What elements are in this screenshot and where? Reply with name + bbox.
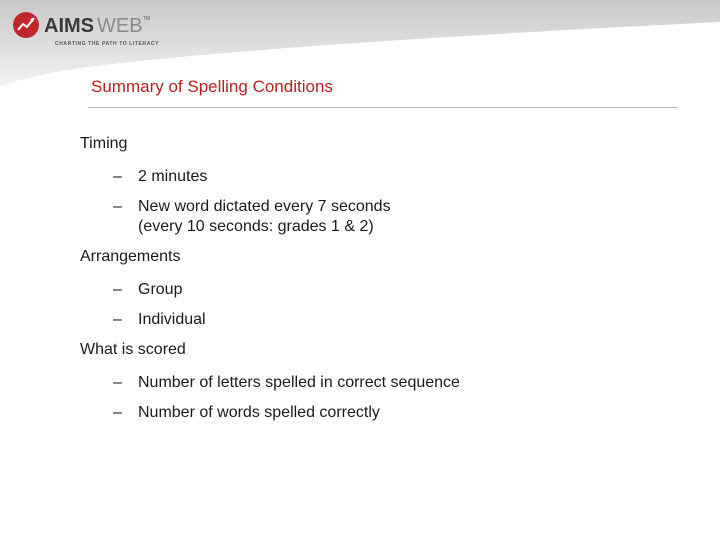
outline-heading: What is scored xyxy=(80,341,186,358)
outline-item-line: Number of words spelled correctly xyxy=(138,404,380,421)
outline-item-line: Group xyxy=(138,281,183,298)
outline-item xyxy=(113,167,680,187)
outline-item-text xyxy=(138,167,207,187)
dash-bullet-icon: – xyxy=(113,281,122,298)
dash-bullet-icon: – xyxy=(113,404,122,421)
aimsweb-logo xyxy=(10,10,160,47)
outline-item-text xyxy=(138,280,182,300)
logo-mark-icon xyxy=(10,10,160,40)
outline-item xyxy=(113,197,680,237)
outline-item-line: 2 minutes xyxy=(138,168,208,185)
outline-item xyxy=(113,373,680,393)
title-divider xyxy=(88,107,678,108)
outline-heading: Arrangements xyxy=(80,248,181,265)
dash-bullet-icon: – xyxy=(113,374,122,391)
outline-item-line: (every 10 seconds: grades 1 & 2) xyxy=(138,218,374,235)
outline-item xyxy=(113,403,680,423)
dash-bullet-icon: – xyxy=(113,198,122,215)
outline-item xyxy=(113,310,680,330)
outline xyxy=(80,134,680,433)
outline-item-line: New word dictated every 7 seconds xyxy=(138,198,391,215)
outline-heading: Timing xyxy=(80,135,128,152)
outline-item-text xyxy=(138,310,206,330)
dash-bullet-icon: – xyxy=(113,168,122,185)
outline-item-line: Individual xyxy=(138,311,206,328)
logo-tagline: CHARTING THE PATH TO LITERACY xyxy=(55,41,160,47)
dash-bullet-icon: – xyxy=(113,311,122,328)
outline-item xyxy=(113,280,680,300)
outline-item-text xyxy=(138,403,380,423)
svg-text:WEB: WEB xyxy=(97,15,143,37)
outline-item-text xyxy=(138,197,391,237)
outline-item-line: Number of letters spelled in correct sequence xyxy=(138,374,460,391)
outline-item-text xyxy=(138,373,460,393)
svg-text:TM: TM xyxy=(143,16,151,22)
slide-title: Summary of Spelling Conditions xyxy=(91,77,333,96)
svg-text:AIMS: AIMS xyxy=(44,15,94,37)
